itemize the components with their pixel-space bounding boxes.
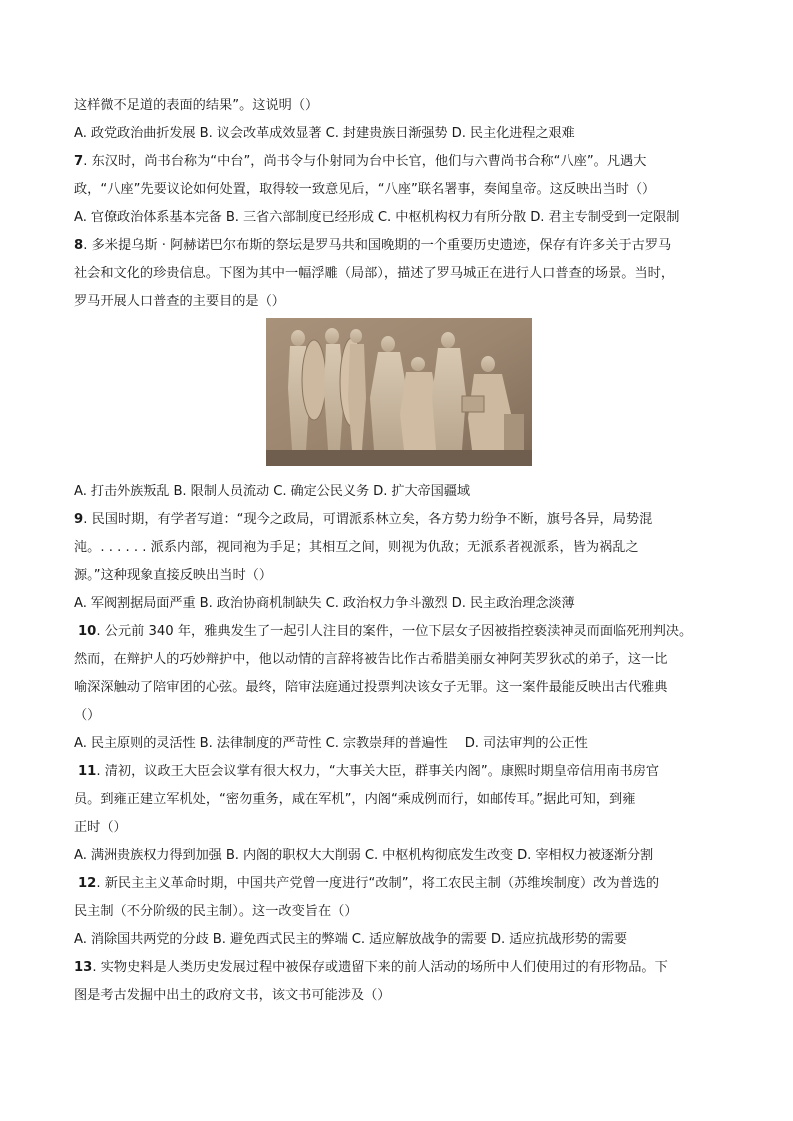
q10-text-1: . 公元前 340 年，雅典发生了一起引人注目的案件，一位下层女子因被指控亵渎神灵而面临死刑判决。 (96, 624, 693, 639)
q7-options: A. 官僚政治体系基本完备 B. 三省六部制度已经形成 C. 中枢机构权力有所分散 D. 君主专制受到一定限制 (74, 210, 680, 225)
relief-figure (74, 316, 724, 478)
q11-number: 11 (78, 764, 97, 779)
q10-stem-line-3: 喻深深触动了陪审团的心弦。最终，陪审法庭通过投票判决该女子无罪。这一案件最能反映出古代雅典 (74, 680, 668, 695)
q11-options: A. 满洲贵族权力得到加强 B. 内阁的职权大大削弱 C. 中枢机构彻底发生改变 D. 宰相权力被逐渐分割 (74, 848, 654, 863)
q6-stem-end: 这样微不足道的表面的结果”。这说明（） (74, 98, 319, 113)
census-relief-image (266, 318, 532, 466)
q10-stem-line-4: （） (74, 708, 101, 723)
q12-options: A. 消除国共两党的分歧 B. 避免西式民主的弊端 C. 适应解放战争的需要 D. 适应抗战形势的需要 (74, 932, 627, 947)
q9-stem-line-3: 源。”这种现象直接反映出当时（） (74, 568, 273, 583)
q9-number: 9 (74, 512, 84, 527)
q11-text-1: . 清初，议政王大臣会议掌有很大权力，“大事关大臣，群事关内阁”。康熙时期皇帝信用南书房官 (96, 764, 660, 779)
q7-number: 7 (74, 154, 84, 169)
q8-stem-line-1 (74, 232, 724, 260)
exam-page (74, 92, 724, 1010)
q10-stem-line-2: 然而，在辩护人的巧妙辩护中，他以动情的言辞将被告比作古希腊美丽女神阿芙罗狄忒的弟子，这一比 (74, 652, 668, 667)
q9-stem-line-2: 沌。. . . . . . 派系内部，视同袍为手足；其相互之间，则视为仇敌；无派系者视派系，皆为祸乱之 (74, 540, 639, 555)
q10-stem-line-1 (74, 618, 724, 646)
q13-number: 13 (74, 960, 93, 975)
q12-text-1: . 新民主主义革命时期，中国共产党曾一度进行“改制”，将工农民主制（苏维埃制度）改为普选的 (96, 876, 660, 891)
q12-number: 12 (78, 876, 97, 891)
q7-stem-line-1 (74, 148, 724, 176)
q11-stem-line-1 (74, 758, 724, 786)
q6-options: A. 政党政治曲折发展 B. 议会改革成效显著 C. 封建贵族日渐强势 D. 民主化进程之艰难 (74, 126, 575, 141)
q11-stem-line-3: 正时（） (74, 820, 127, 835)
q10-options: A. 民主原则的灵活性 B. 法律制度的严苛性 C. 宗教崇拜的普遍性 D. 司法审判的公正性 (74, 736, 588, 751)
q7-text-1: . 东汉时，尚书台称为“中台”，尚书令与仆射同为台中长官，他们与六曹尚书合称“八座”。凡遇大 (83, 154, 647, 169)
q11-stem-line-2: 员。到雍正建立军机处，“密勿重务，咸在军机”，内阁“乘成例而行，如邮传耳。”据此可知，到雍 (74, 792, 636, 807)
q13-text-1: . 实物史料是人类历史发展过程中被保存或遗留下来的前人活动的场所中人们使用过的有形物品。下 (92, 960, 668, 975)
q13-stem-line-1 (74, 954, 724, 982)
q9-text-1: . 民国时期，有学者写道：“现今之政局，可谓派系林立矣，各方势力纷争不断，旗号各异，局势混 (83, 512, 653, 527)
q13-stem-line-2: 图是考古发掘中出土的政府文书，该文书可能涉及（） (74, 988, 391, 1003)
q8-stem-line-3: 罗马开展人口普查的主要目的是（） (74, 294, 285, 309)
q10-number: 10 (78, 624, 97, 639)
q12-stem-line-2: 民主制（不分阶级的民主制）。这一改变旨在（） (74, 904, 358, 919)
q12-stem-line-1 (74, 870, 724, 898)
q9-stem-line-1 (74, 506, 724, 534)
q8-text-1: . 多米提乌斯 · 阿赫诺巴尔布斯的祭坛是罗马共和国晚期的一个重要历史遗迹，保存有许多关于古罗马 (83, 238, 672, 253)
q8-number: 8 (74, 238, 84, 253)
q8-options: A. 打击外族叛乱 B. 限制人员流动 C. 确定公民义务 D. 扩大帝国疆域 (74, 484, 470, 499)
q7-stem-line-2: 政，“八座”先要议论如何处置，取得较一致意见后，“八座”联名署事，奏闻皇帝。这反映出当时（） (74, 182, 656, 197)
q8-stem-line-2: 社会和文化的珍贵信息。下图为其中一幅浮雕（局部），描述了罗马城正在进行人口普查的场景。当时， (74, 266, 675, 281)
q9-options: A. 军阀割据局面严重 B. 政治协商机制缺失 C. 政治权力争斗激烈 D. 民主政治理念淡薄 (74, 596, 575, 611)
